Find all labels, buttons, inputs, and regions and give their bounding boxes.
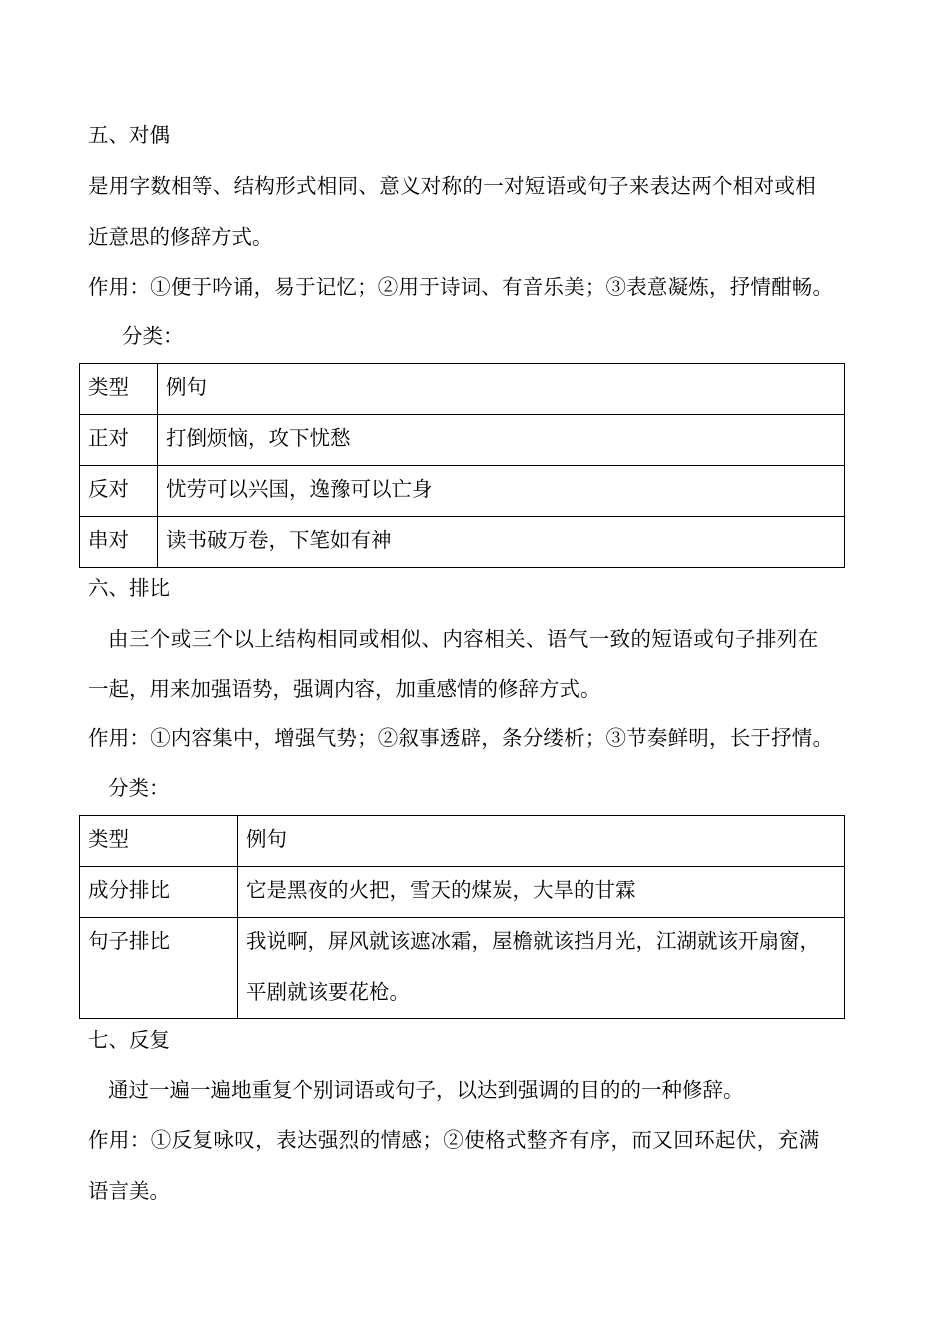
section-description: 由三个或三个以上结构相同或相似、内容相关、语气一致的短语或句子排列在 <box>108 627 819 651</box>
section-heading-fanfu: 七、反复 <box>88 1028 170 1052</box>
section-effect: 语言美。 <box>88 1179 170 1203</box>
table-cell-type: 成分排比 <box>88 878 170 902</box>
table-row <box>80 867 845 918</box>
table-row <box>80 517 845 568</box>
section-effect: 作用：①内容集中，增强气势；②叙事透辟，条分缕析；③节奏鲜明，长于抒情。 <box>88 726 834 750</box>
section-description: 是用字数相等、结构形式相同、意义对称的一对短语或句子来表达两个相对或相 <box>88 174 816 198</box>
table-row <box>80 918 845 1019</box>
table-cell-example: 打倒烦恼，攻下忧愁 <box>166 426 351 450</box>
table-header-cell: 类型 <box>88 375 129 399</box>
classify-label: 分类： <box>108 776 170 800</box>
table-header-row <box>80 364 845 415</box>
table-cell-type: 正对 <box>88 426 129 450</box>
section-heading-paibi: 六、排比 <box>88 576 170 600</box>
duiou-classification-table <box>79 363 845 568</box>
table-row <box>80 415 845 466</box>
paibi-classification-table <box>79 815 845 1019</box>
table-cell-type: 反对 <box>88 477 129 501</box>
table-cell-example: 它是黑夜的火把，雪天的煤炭，大旱的甘霖 <box>246 878 636 902</box>
table-header-cell: 类型 <box>88 827 129 851</box>
table-cell-example: 忧劳可以兴国，逸豫可以亡身 <box>166 477 433 501</box>
classify-label: 分类： <box>122 324 184 348</box>
table-header-row <box>80 816 845 867</box>
section-heading-duiou: 五、对偶 <box>88 123 170 147</box>
table-cell-example: 读书破万卷，下笔如有神 <box>166 528 392 552</box>
table-cell-example: 我说啊，屏风就该遮冰霜，屋檐就该挡月光，江湖就该开扇窗，平剧就该要花枪。 <box>246 929 820 1004</box>
section-effect: 作用：①反复咏叹，表达强烈的情感；②使格式整齐有序，而又回环起伏，充满 <box>88 1128 820 1152</box>
table-cell-type: 串对 <box>88 528 129 552</box>
section-description: 近意思的修辞方式。 <box>88 225 273 249</box>
section-description: 一起，用来加强语势，强调内容，加重感情的修辞方式。 <box>88 677 601 701</box>
table-header-cell: 例句 <box>246 827 287 851</box>
table-row <box>80 466 845 517</box>
table-cell-type: 句子排比 <box>88 929 170 953</box>
table-header-cell: 例句 <box>166 375 207 399</box>
section-effect: 作用：①便于吟诵，易于记忆；②用于诗词、有音乐美；③表意凝炼，抒情酣畅。 <box>88 275 834 299</box>
section-description: 通过一遍一遍地重复个别词语或句子，以达到强调的目的的一种修辞。 <box>108 1078 744 1102</box>
